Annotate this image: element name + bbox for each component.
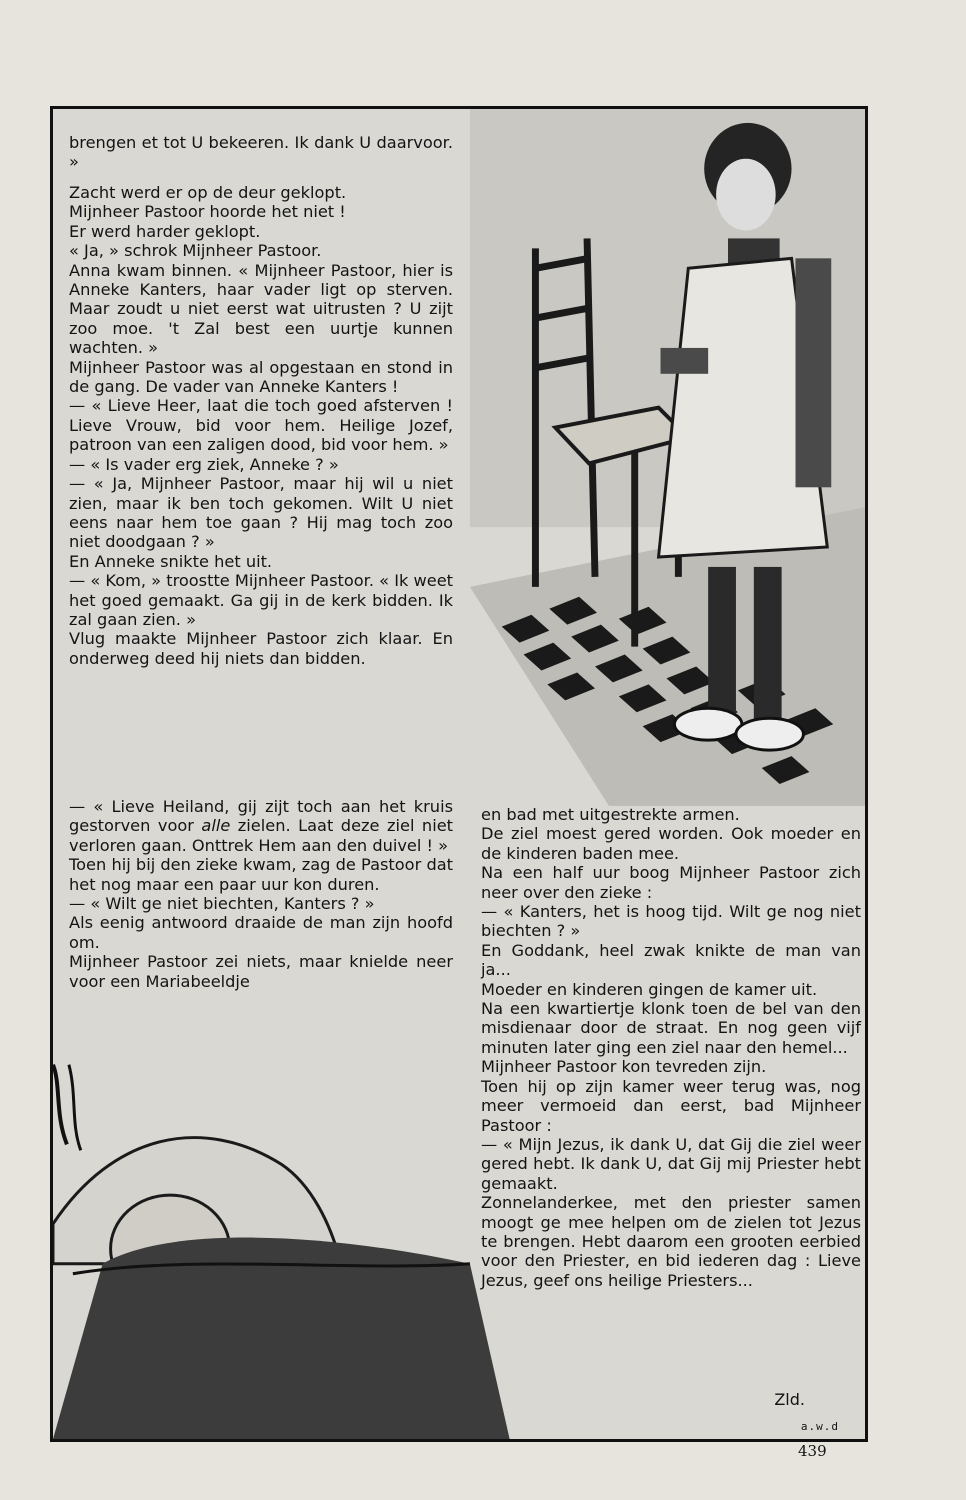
story-paragraph-3-end: zielen. Laat deze ziel niet verloren gaan. Onttrek Hem aan den duivel ! » Toen hij bij den zieke kwam, zag de Pastoor dat het nog maar een paar uur kon duren. — « Wilt ge niet biechten, Kanters ? » Als eenig antwoord draaide de man zijn hoofd om. Mijnheer Pastoor zei niets, maar knielde neer voor een Mariabeeldje <box>69 816 453 991</box>
story-paragraph-2: Zacht werd er op de deur geklopt. Mijnheer Pastoor hoorde het niet ! Er werd harder geklopt. « Ja, » schrok Mijnheer Pastoor. Anna kwam binnen. « Mijnheer Pastoor, hier is Anneke Kanters, haar vader ligt op sterven. Maar zoudt u niet eerst wat uitrusten ? U zijt zoo moe. 't Zal best een uurtje kunnen wachten. » Mijnheer Pastoor was al opgestaan en stond in de gang. De vader van Anneke Kanters ! — « Lieve Heer, laat die toch goed afsterven ! Lieve Vrouw, bid voor hem. Heilige Jozef, patroon van een zaligen dood, bid voor hem. » — « Is vader erg ziek, Anneke ? » — « Ja, Mijnheer Pastoor, maar hij wil u niet zien, maar ik ben toch gekomen. Wilt U niet eens naar hem toe gaan ? Hij mag toch zoo niet doodgaan ? » En Anneke snikte het uit. — « Kom, » troostte Mijnheer Pastoor. « Ik weet het goed gemaakt. Ga gij in de kerk bidden. Ik zal gaan zien. » Vlug maakte Mijnheer Pastoor zich klaar. En onderweg deed hij niets dan bidden. <box>69 183 453 668</box>
author-signature: Zld. <box>774 1390 805 1409</box>
story-paragraph-3 <box>69 797 453 991</box>
page-number: 439 <box>798 1442 827 1460</box>
story-paragraph-3-start: — « Lieve Heiland, gij zijt toch aan het kruis gestorven voor <box>69 797 453 836</box>
page-frame <box>50 106 868 1442</box>
illustrator-monogram: a.w.d <box>800 1420 839 1433</box>
story-right-column: en bad met uitgestrekte armen. De ziel moest gered worden. Ook moeder en de kinderen baden mee. Na een half uur boog Mijnheer Pastoor zich neer over den zieke : — « Kanters, het is hoog tijd. Wilt ge nog niet biechten ? » En Goddank, heel zwak knikte de man van ja... Moeder en kinderen gingen de kamer uit. Na een kwartiertje klonk toen de bel van den misdienaar door de straat. En nog geen vijf minuten later ging een ziel naar den hemel... Mijnheer Pastoor kon tevreden zijn. Toen hij op zijn kamer weer terug was, nog meer vermoeid dan eerst, bad Mijnheer Pastoor : — « Mijn Jezus, ik dank U, dat Gij die ziel weer gered hebt. Ik dank U, dat Gij mij Priester hebt gemaakt. Zonnelanderkee, met den priester samen moogt ge mee helpen om de zielen tot Jezus te brengen. Hebt daarom een grooten eerbied voor den Priester, en bid iederen dag : Lieve Jezus, geef ons heilige Priesters... <box>481 805 861 1290</box>
story-italic-alle: alle <box>201 816 231 836</box>
sick-man-in-bed-illustration <box>53 1065 510 1439</box>
story-paragraph-1: brengen et tot U bekeeren. Ik dank U daarvoor. » <box>69 133 453 172</box>
